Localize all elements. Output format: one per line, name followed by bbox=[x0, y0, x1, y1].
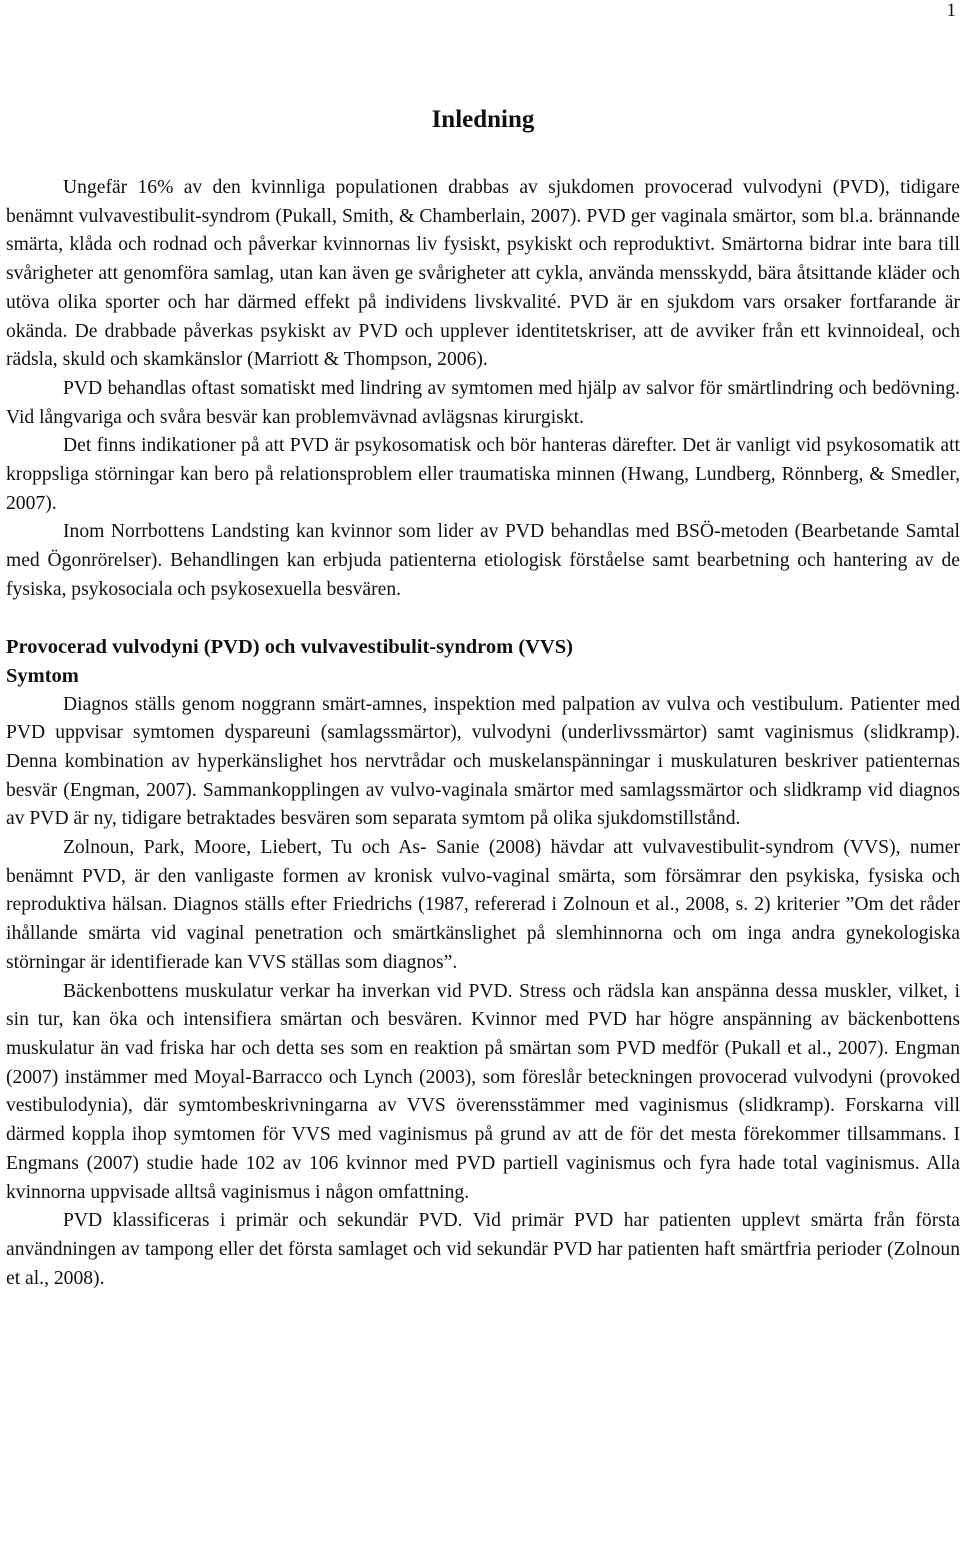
page-number: 1 bbox=[946, 0, 956, 21]
intro-paragraph: Det finns indikationer på att PVD är psykosomatisk och bör hanteras därefter. Det är vanligt vid psykosomatik att kroppsliga störningar kan bero på relationsproblem eller traumatiska minnen (Hwang, Lundberg, Rönnberg, & Smedler, 2007). bbox=[6, 435, 960, 514]
section-spacer bbox=[6, 605, 960, 633]
intro-paragraph: PVD behandlas oftast somatiskt med lindring av symtomen med hjälp av salvor för smärtlindring och bedövning. Vid långvariga och svåra besvär kan problemvävnad avlägsnas kirurgiskt. bbox=[6, 377, 960, 428]
intro-paragraph: Inom Norrbottens Landsting kan kvinnor som lider av PVD behandlas med BSÖ-metoden (Bearbetande Samtal med Ögonrörelser). Behandlingen kan erbjuda patienterna etiologisk förståelse samt bearbetning och hantering av de fysiska, psykosociala och psykosexuella besvären. bbox=[6, 521, 960, 600]
subheading-symtom: Symtom bbox=[6, 664, 79, 687]
symtom-paragraph: PVD klassificeras i primär och sekundär PVD. Vid primär PVD har patienten upplevt smärta från första användningen av tampong eller det första samlaget och vid sekundär PVD har patienten haft smärtfria perioder (Zolnoun et al., 2008). bbox=[6, 1210, 960, 1289]
page-title: Inledning bbox=[431, 106, 535, 133]
symtom-paragraph: Zolnoun, Park, Moore, Liebert, Tu och As- Sanie (2008) hävdar att vulvavestibulit-syndrom (VVS), numer benämnt PVD, är den vanligaste formen av kronisk vulvo-vaginal smärta, som försämrar den psykiska, fysiska och reproduktiva hälsan. Diagnos ställs efter Friedrichs (1987, refererad i Zolnoun et al., 2008, s. 2) kriterier ”Om det råder ihållande smärta vid vaginal penetration och smärtkänslighet på slemhinnorna och om inga andra gynekologiska störningar är identifierade kan VVS ställas som diagnos”. bbox=[6, 837, 960, 973]
section-heading: Provocerad vulvodyni (PVD) och vulvavestibulit-syndrom (VVS) bbox=[6, 635, 573, 658]
document-body bbox=[6, 104, 960, 1293]
symtom-paragraph: Bäckenbottens muskulatur verkar ha inverkan vid PVD. Stress och rädsla kan anspänna dessa muskler, vilket, i sin tur, kan öka och intensifiera smärtan och besvären. Kvinnor med PVD har högre anspänning av bäckenbottens muskulatur än vad friska har och detta ses som en reaktion på smärtan som PVD medför (Pukall et al., 2007). Engman (2007) instämmer med Moyal-Barracco och Lynch (2003), som föreslår beteckningen provocerad vulvodyni (provoked vestibulodynia), där symtombeskrivningarna av VVS överensstämmer med vaginismus (slidkramp). Forskarna vill därmed koppla ihop symtomen för VVS med vaginismus på grund av att de för det mesta förekommer tillsammans. I Engmans (2007) studie hade 102 av 106 kvinnor med PVD partiell vaginismus och fyra hade total vaginismus. Alla kvinnorna uppvisade alltså vaginismus i någon omfattning. bbox=[6, 980, 960, 1203]
symtom-paragraph: Diagnos ställs genom noggrann smärt-amnes, inspektion med palpation av vulva och vestibulum. Patienter med PVD uppvisar symtomen dyspareuni (samlagssmärtor), vulvodyni (underlivssmärtor) samt vaginismus (slidkramp). Denna kombination av hyperkänslighet hos nervtrådar och muskelanspänningar i muskulaturen beskriver patienternas besvär (Engman, 2007). Sammankopplingen av vulvo-vaginala smärtor med samlagssmärtor och slidkramp vid diagnos av PVD är ny, tidigare betraktades besvären som separata symtom på olika sjukdomstillstånd. bbox=[6, 693, 960, 830]
intro-paragraph: Ungefär 16% av den kvinnliga populationen drabbas av sjukdomen provocerad vulvodyni (PVD), tidigare benämnt vulvavestibulit-syndrom (Pukall, Smith, & Chamberlain, 2007). PVD ger vaginala smärtor, som bl.a. brännande smärta, klåda och rodnad och påverkar kvinnornas liv fysiskt, psykiskt och reproduktivt. Smärtorna bidrar inte bara till svårigheter att genomföra samlag, utan kan även ge svårigheter att cykla, använda mensskydd, bära åtsittande kläder och utöva olika sporter och har därmed effekt på individens livskvalité. PVD är en sjukdom vars orsaker fortfarande är okända. De drabbade påverkas psykiskt av PVD och upplever identitetskriser, att de avviker från ett kvinnoideal, och rädsla, skuld och skamkänslor (Marriott & Thompson, 2006). bbox=[6, 177, 960, 371]
